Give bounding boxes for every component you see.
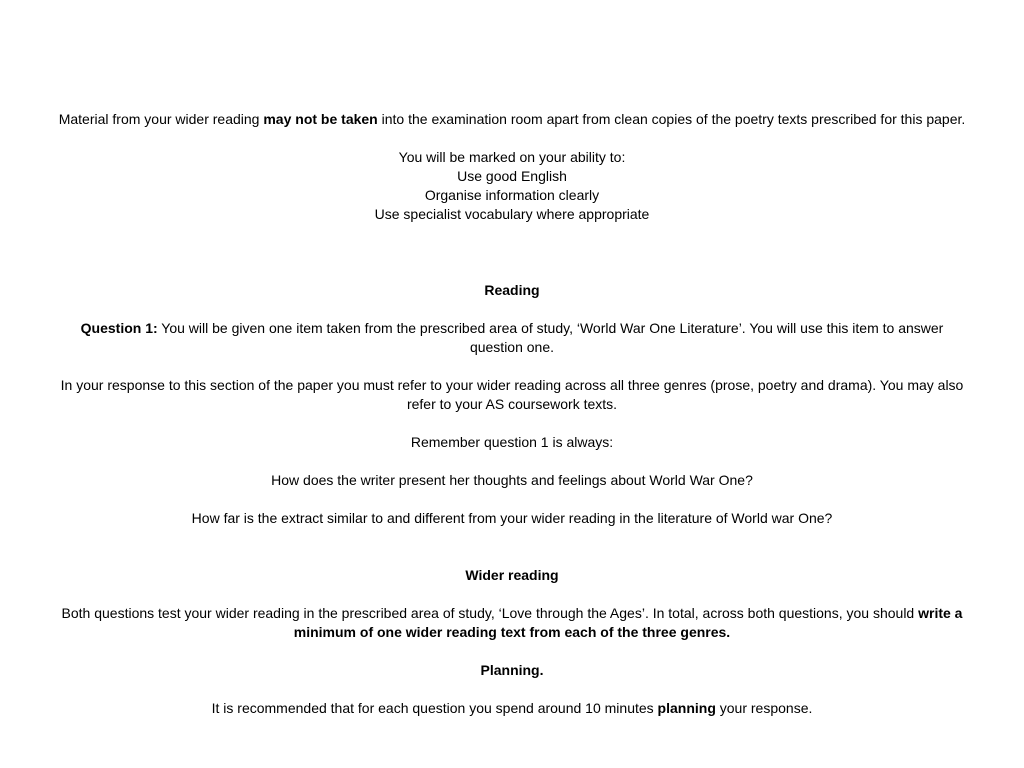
intro-paragraph	[58, 110, 966, 129]
planning-paragraph	[58, 699, 966, 718]
wider-reading-emphasis: write a minimum of one wider reading text from each of the three genres.	[293, 605, 963, 640]
marking-item: Use good English	[457, 168, 567, 184]
intro-text-end: into the examination room apart from clean copies of the poetry texts prescribed for this paper.	[377, 111, 966, 127]
question-1-paragraph	[58, 319, 966, 357]
question-b: How far is the extract similar to and different from your wider reading in the literature of World war One?	[191, 510, 833, 526]
question-a: How does the writer present her thoughts and feelings about World War One?	[271, 472, 753, 488]
wider-reading-paragraph	[58, 604, 966, 642]
wider-reading-text: Both questions test your wider reading in the prescribed area of study, ‘Love through the Ages’. In total, across both questions, you should	[61, 605, 919, 621]
planning-text: It is recommended that for each question you spend around 10 minutes	[211, 700, 658, 716]
wider-reading-heading: Wider reading	[465, 567, 559, 583]
intro-emphasis: may not be taken	[263, 111, 378, 127]
question-1-label: Question 1:	[80, 320, 158, 336]
marking-item: Organise information clearly	[424, 187, 600, 203]
marking-heading: You will be marked on your ability to:	[398, 149, 626, 165]
planning-emphasis: planning	[657, 700, 716, 716]
remember-line: Remember question 1 is always:	[410, 434, 614, 450]
marking-criteria	[58, 148, 966, 224]
intro-text: Material from your wider reading	[58, 111, 264, 127]
question-1-text: You will be given one item taken from the prescribed area of study, ‘World War One Literature’. You will use this item to answer question one.	[157, 320, 944, 355]
response-paragraph: In your response to this section of the paper you must refer to your wider reading across all three genres (prose, poetry and drama). You may also refer to your AS coursework texts.	[60, 377, 964, 412]
planning-heading: Planning.	[480, 662, 544, 678]
marking-item: Use specialist vocabulary where appropriate	[374, 206, 650, 222]
reading-heading: Reading	[484, 282, 540, 298]
planning-text-end: your response.	[715, 700, 813, 716]
